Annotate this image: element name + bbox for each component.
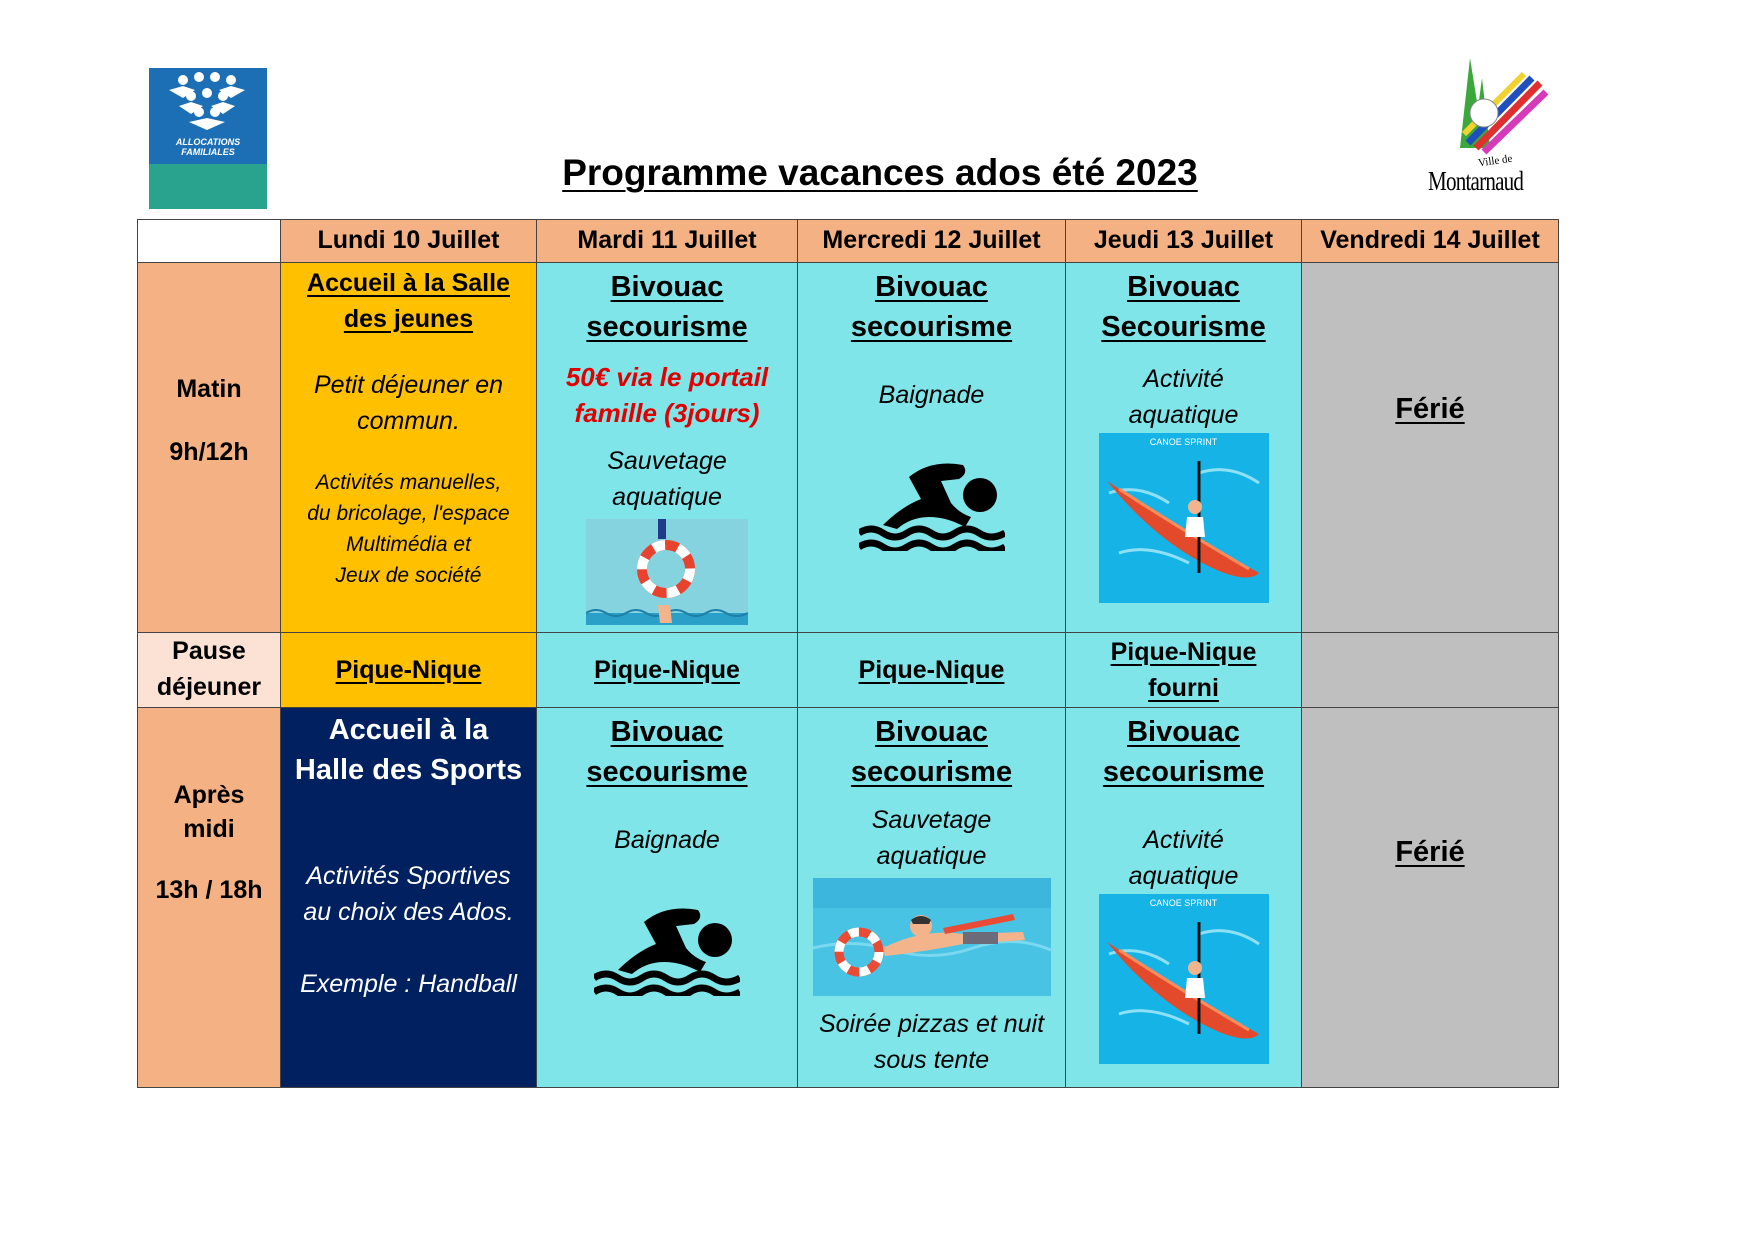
price-text: 50€ via le portail	[565, 362, 769, 392]
activity-title: Secourisme	[1101, 311, 1266, 343]
cell-wednesday-am	[798, 263, 1066, 633]
cell-monday-am	[281, 263, 537, 633]
page-title: Programme vacances ados été 2023	[562, 152, 1198, 193]
cell-friday-lunch	[1302, 633, 1559, 708]
logo-name: Montarnaud	[1428, 166, 1524, 196]
cell-tuesday-lunch	[537, 633, 798, 708]
row-label: déjeuner	[156, 673, 262, 701]
families-icon	[149, 68, 267, 138]
holiday-label: Férié	[1395, 836, 1465, 868]
activity-text: Baignade	[614, 826, 720, 854]
price-text: famille (3jours)	[574, 398, 760, 428]
activity-title: secourisme	[586, 311, 748, 343]
row-label: midi	[183, 815, 235, 843]
activity-item: Multimédia et	[346, 533, 471, 556]
montarnaud-emblem	[1420, 48, 1560, 158]
montarnaud-logo	[1420, 48, 1560, 208]
activity-text: Activité	[1143, 365, 1224, 393]
lifeguard-swim-image	[813, 878, 1051, 996]
cell-friday-pm	[1302, 708, 1559, 1088]
col-header-wednesday: Mercredi 12 Juillet	[798, 220, 1066, 263]
swimmer-icon	[594, 892, 740, 996]
image-caption: CANOE SPRINT	[1149, 898, 1218, 908]
activity-title: secourisme	[850, 311, 1013, 343]
cell-wednesday-lunch	[798, 633, 1066, 708]
activity-title: Bivouac	[610, 271, 724, 303]
cell-monday-lunch	[281, 633, 537, 708]
lunch-label: Pique-Nique	[594, 656, 740, 684]
lunch-label: Pique-Nique	[1110, 638, 1257, 666]
logo-prefix: Ville de	[1477, 152, 1514, 170]
col-header-thursday: Jeudi 13 Juillet	[1066, 220, 1302, 263]
row-header-apres	[138, 708, 281, 1088]
cell-friday-am	[1302, 263, 1559, 633]
activity-text: Petit déjeuner en	[313, 371, 504, 399]
row-label: Matin	[176, 375, 242, 403]
activity-title: secourisme	[586, 756, 748, 788]
cell-tuesday-pm	[537, 708, 798, 1088]
col-header-friday: Vendredi 14 Juillet	[1302, 220, 1559, 263]
row-time: 9h/12h	[169, 438, 249, 466]
schedule-table	[137, 219, 1559, 1088]
activity-text: Activités Sportives	[306, 862, 511, 890]
activity-text: Baignade	[878, 381, 985, 409]
activity-title: Accueil à la	[328, 714, 489, 746]
row-header-pause	[138, 633, 281, 708]
row-label: Pause	[172, 637, 246, 665]
activity-title: Bivouac	[1127, 271, 1240, 303]
image-caption: CANOE SPRINT	[1149, 437, 1218, 447]
caf-logo: ALLOCATIONS FAMILIALES	[149, 68, 267, 209]
activity-text: Sauvetage	[607, 447, 727, 475]
swimmer-icon	[859, 447, 1005, 551]
activity-title: Bivouac	[875, 271, 988, 303]
cell-tuesday-am	[537, 263, 798, 633]
row-time: 13h / 18h	[155, 876, 263, 904]
row-header-matin	[138, 263, 281, 633]
evening-text: sous tente	[873, 1046, 990, 1074]
activity-text: Exemple : Handball	[300, 970, 517, 998]
activity-title: des jeunes	[343, 305, 474, 333]
activity-text: aquatique	[612, 483, 722, 511]
col-header-tuesday: Mardi 11 Juillet	[537, 220, 798, 263]
lunch-label: Pique-Nique	[858, 656, 1005, 684]
lunch-label: Pique-Nique	[335, 656, 482, 684]
activity-title: secourisme	[1102, 756, 1265, 788]
canoe-sprint-image	[1099, 433, 1269, 603]
cell-wednesday-pm	[798, 708, 1066, 1088]
activity-text: Activité	[1143, 826, 1224, 854]
activity-title: secourisme	[850, 756, 1013, 788]
activity-text: Sauvetage	[871, 806, 992, 834]
activity-title: Bivouac	[875, 716, 988, 748]
cell-monday-pm	[281, 708, 537, 1088]
cell-thursday-lunch	[1066, 633, 1302, 708]
cell-thursday-pm	[1066, 708, 1302, 1088]
activity-title: Bivouac	[1127, 716, 1240, 748]
lifebuoy-rescue-image	[586, 519, 748, 625]
activity-text: au choix des Ados.	[303, 898, 514, 926]
canoe-sprint-image	[1099, 894, 1269, 1064]
activity-item: du bricolage, l'espace	[307, 502, 510, 525]
activity-text: aquatique	[1128, 862, 1239, 890]
lunch-label: fourni	[1148, 674, 1219, 702]
cell-thursday-am	[1066, 263, 1302, 633]
activity-text: aquatique	[1128, 401, 1239, 429]
activity-title: Bivouac	[610, 716, 724, 748]
activity-item: Activités manuelles,	[315, 471, 502, 494]
activity-title: Halle des Sports	[294, 754, 523, 786]
corner-cell	[138, 220, 281, 263]
activity-text: commun.	[357, 407, 460, 435]
row-label: Après	[173, 781, 245, 809]
activity-title: Accueil à la Salle	[307, 269, 510, 297]
holiday-label: Férié	[1395, 393, 1465, 425]
col-header-monday: Lundi 10 Juillet	[281, 220, 537, 263]
evening-text: Soirée pizzas et nuit	[818, 1010, 1045, 1038]
activity-item: Jeux de société	[335, 564, 482, 587]
activity-text: aquatique	[876, 842, 987, 870]
